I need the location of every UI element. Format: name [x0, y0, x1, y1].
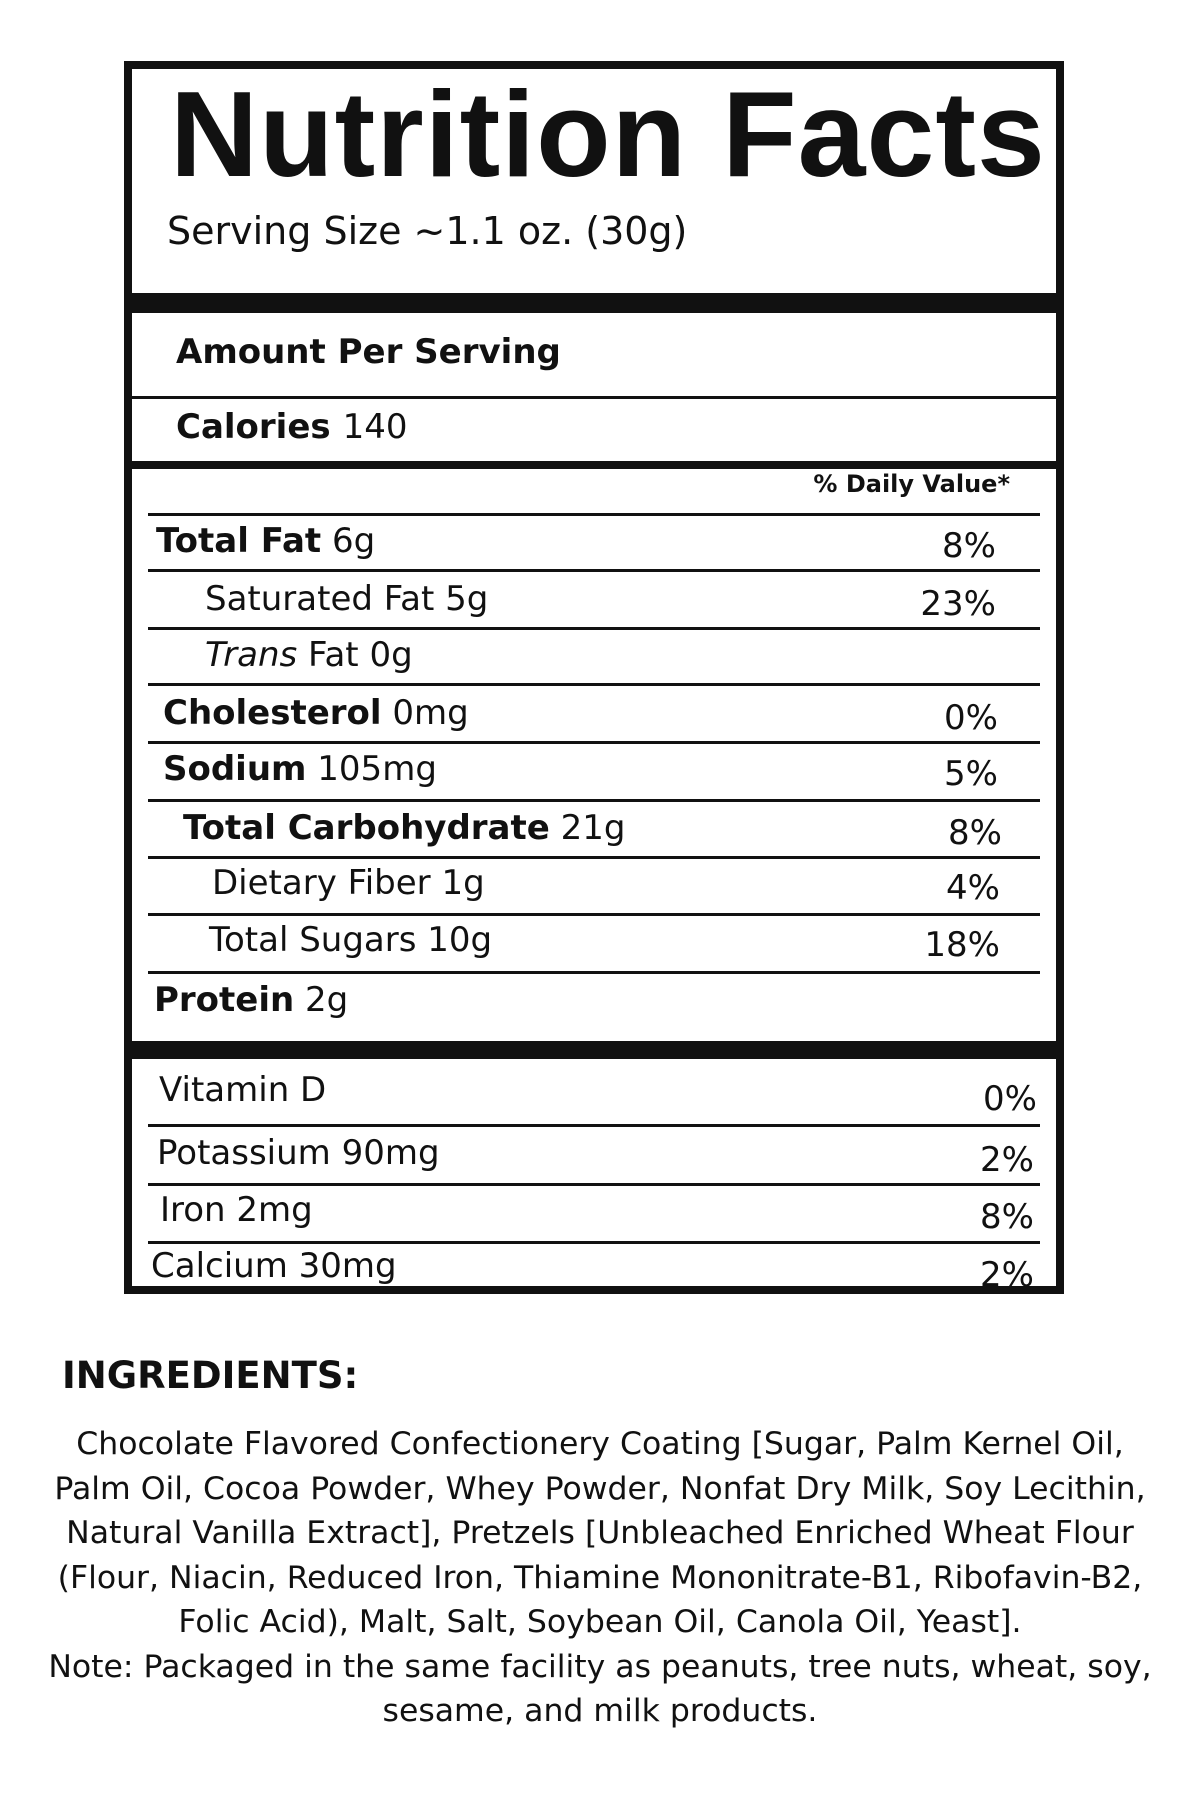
nutrient-amount: 105mg: [317, 749, 437, 789]
vitamin-dv: 2%: [980, 1140, 1034, 1180]
nutrient-row-cholesterol: [148, 687, 1040, 739]
nutrient-dv: 8%: [948, 813, 1002, 853]
nutrient-label: Dietary Fiber: [212, 863, 431, 903]
divider: [148, 569, 1040, 572]
nutrient-name: [205, 579, 489, 619]
nutrient-name: [163, 749, 437, 789]
vitamin-name: Iron 2mg: [160, 1190, 313, 1230]
nutrient-name: [205, 635, 413, 675]
nutrient-name: [156, 521, 376, 561]
ingredients-list: Chocolate Flavored Confectionery Coating [Sugar, Palm Kernel Oil, Palm Oil, Cocoa Powder, Whey Powder, Nonfat Dry Milk, Soy Lecithin, Natural Vanilla Extract], Pretzels [Unbleached Enriched Wheat Flour (Flour, Niacin, Reduced Iron, Thiamine Mononitrate-B1, Ribofavin-B2, Folic Acid), Malt, Salt, Soybean Oil, Canola Oil, Yeast].: [54, 1426, 1146, 1640]
nutrient-amount: 1g: [441, 863, 485, 903]
nutrient-dv: 18%: [924, 925, 1000, 965]
allergen-note: Note: Packaged in the same facility as peanuts, tree nuts, wheat, soy, sesame, and milk products.: [48, 1648, 1152, 1729]
nutrient-amount: 6g: [331, 521, 376, 561]
nutrient-name: [212, 863, 485, 903]
nutrient-label: Total Fat: [156, 521, 322, 561]
nutrient-name: [163, 693, 469, 733]
amount-per-serving: Amount Per Serving: [176, 332, 561, 372]
ingredients-title: INGREDIENTS:: [62, 1354, 359, 1397]
nutrient-dv: 0%: [944, 698, 998, 738]
nutrient-amount: 21g: [560, 808, 626, 848]
serving-size: Serving Size ~1.1 oz. (30g): [167, 209, 688, 253]
vitamin-dv: 2%: [980, 1255, 1034, 1295]
vitamin-name: Calcium 30mg: [151, 1246, 397, 1286]
nutrient-dv: 23%: [920, 584, 996, 624]
nutrient-amount: 0mg: [392, 693, 469, 733]
nutrient-amount: 2g: [305, 980, 349, 1020]
divider: [148, 683, 1040, 686]
nutrient-label: Fat: [308, 635, 359, 675]
nutrient-name: [154, 980, 349, 1020]
nutrient-label: Saturated Fat: [205, 579, 435, 619]
nutrient-row-total-sugars: [148, 914, 1040, 966]
nutrient-row-total-fat: [148, 515, 1040, 567]
nutrient-label: Total Sugars: [209, 920, 417, 960]
nutrient-row-protein: [148, 974, 1040, 1026]
label-title: Nutrition Facts: [170, 66, 1046, 202]
nutrient-label: Total Carbohydrate: [183, 808, 550, 848]
nutrient-amount: 10g: [427, 920, 493, 960]
nutrient-name: [209, 920, 493, 960]
nutrient-row-saturated-fat: [148, 573, 1040, 625]
nutrient-label-italic: Trans: [205, 635, 298, 675]
thick-divider: [132, 293, 1056, 313]
nutrient-dv: 4%: [946, 868, 1000, 908]
divider: [132, 396, 1056, 399]
nutrient-row-trans-fat: [148, 629, 1040, 681]
calories-row: [176, 407, 408, 447]
nutrient-name: [183, 808, 626, 848]
vitamin-name: Vitamin D: [159, 1070, 327, 1110]
nutrient-label: Protein: [154, 980, 295, 1020]
thick-divider: [132, 1041, 1056, 1059]
vitamin-dv: 0%: [983, 1079, 1037, 1119]
nutrient-row-dietary-fiber: [148, 857, 1040, 909]
daily-value-header: % Daily Value*: [813, 470, 1010, 498]
vitamin-row-potassium: [148, 1127, 1040, 1179]
medium-divider: [132, 461, 1056, 469]
nutrient-amount: 5g: [445, 579, 489, 619]
nutrient-row-total-carbohydrate: [148, 802, 1040, 854]
vitamin-row-calcium: [148, 1240, 1040, 1295]
nutrition-facts-label: [124, 61, 1064, 1294]
nutrient-dv: 8%: [942, 526, 996, 566]
calories-value: 140: [342, 407, 408, 447]
vitamin-row-iron: [148, 1184, 1040, 1236]
vitamin-dv: 8%: [980, 1197, 1034, 1237]
ingredients-text: [40, 1422, 1160, 1734]
nutrient-row-sodium: [148, 743, 1040, 795]
nutrient-dv: 5%: [944, 754, 998, 794]
nutrient-amount: 0g: [369, 635, 413, 675]
calories-label: Calories: [176, 407, 331, 447]
vitamin-row-vitamin-d: [148, 1064, 1040, 1119]
nutrient-label: Sodium: [163, 749, 307, 789]
vitamin-name: Potassium 90mg: [157, 1133, 440, 1173]
nutrient-label: Cholesterol: [163, 693, 382, 733]
